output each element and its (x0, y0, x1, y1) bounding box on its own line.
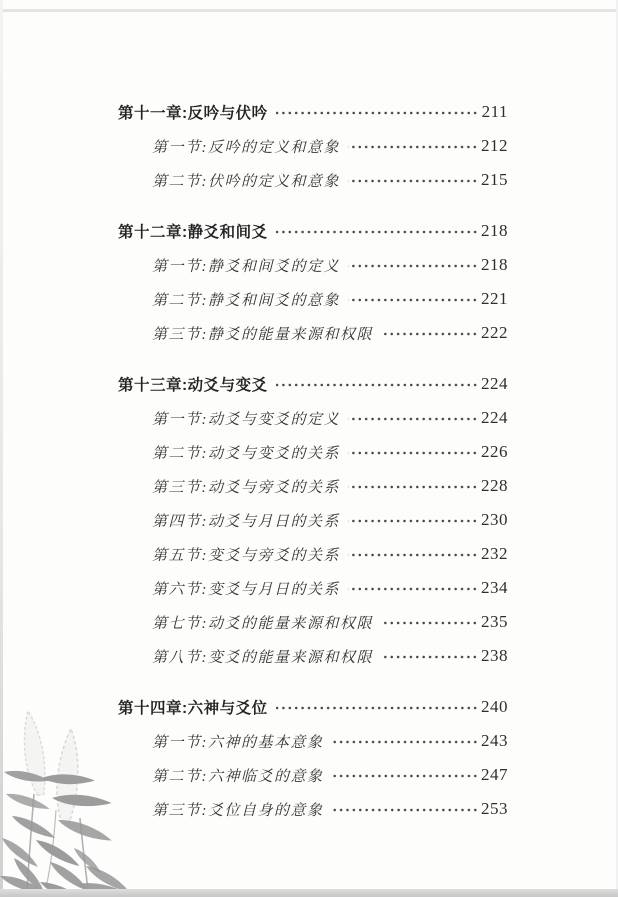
section-title: 第六节:变爻与月日的关系 (152, 581, 340, 598)
dot-leader (348, 582, 478, 596)
section-title: 第一节:反吟的定义和意象 (152, 139, 340, 156)
dot-leader (348, 548, 478, 562)
dot-leader (276, 225, 478, 239)
section-title: 第一节:六神的基本意象 (152, 734, 324, 751)
section-title: 第五节:变爻与旁爻的关系 (152, 547, 340, 564)
toc-section-row (118, 282, 508, 316)
section-title: 第八节:变爻的能量来源和权限 (152, 649, 373, 666)
scan-edge-bottom (0, 889, 618, 897)
section-title: 第一节:静爻和间爻的定义 (152, 258, 340, 275)
section-title: 第四节:动爻与月日的关系 (152, 513, 340, 530)
section-title: 第三节:爻位自身的意象 (152, 802, 324, 819)
dot-leader (276, 378, 478, 392)
page-number: 228 (481, 476, 508, 495)
page-number: 238 (481, 646, 508, 665)
page-number: 218 (481, 221, 508, 240)
dot-leader (276, 701, 478, 715)
page-number: 212 (481, 136, 508, 155)
page-number: 211 (481, 102, 508, 121)
dot-leader (381, 616, 478, 630)
section-title: 第二节:静爻和间爻的意象 (152, 292, 340, 309)
page-number: 253 (481, 799, 508, 818)
dot-leader (348, 259, 478, 273)
page-number: 215 (481, 170, 508, 189)
dot-leader (348, 140, 478, 154)
toc-chapter-row (118, 367, 508, 401)
toc-chapter-row (118, 214, 508, 248)
section-title: 第七节:动爻的能量来源和权限 (152, 615, 373, 632)
page-number: 218 (481, 255, 508, 274)
page-number: 221 (481, 289, 508, 308)
toc-section-row (118, 163, 508, 197)
toc-section-row (118, 503, 508, 537)
page-number: 224 (481, 374, 508, 393)
page-number: 222 (481, 323, 508, 342)
dot-leader (332, 735, 479, 749)
bamboo-watercolor-decoration (0, 690, 181, 895)
toc-section-row (118, 605, 508, 639)
scan-edge-top (0, 9, 618, 12)
page-number: 235 (481, 612, 508, 631)
dot-leader (332, 769, 479, 783)
page-number: 234 (481, 578, 508, 597)
section-title: 第三节:动爻与旁爻的关系 (152, 479, 340, 496)
dot-leader (348, 480, 478, 494)
dot-leader (381, 650, 478, 664)
section-title: 第二节:伏吟的定义和意象 (152, 173, 340, 190)
dot-leader (348, 446, 478, 460)
page-number: 243 (481, 731, 508, 750)
section-title: 第二节:动爻与变爻的关系 (152, 445, 340, 462)
page-number: 247 (481, 765, 508, 784)
section-title: 第三节:静爻的能量来源和权限 (152, 326, 373, 343)
toc-section-row (118, 316, 508, 350)
page-number: 232 (481, 544, 508, 563)
dot-leader (332, 803, 479, 817)
dot-leader (381, 327, 478, 341)
page-number: 226 (481, 442, 508, 461)
toc-section-row (118, 469, 508, 503)
section-title: 第二节:六神临爻的意象 (152, 768, 324, 785)
page-number: 240 (481, 697, 508, 716)
page-number: 224 (481, 408, 508, 427)
toc-section-row (118, 571, 508, 605)
page-number: 230 (481, 510, 508, 529)
chapter-title: 第十一章:反吟与伏吟 (118, 105, 268, 122)
toc-section-row (118, 129, 508, 163)
chapter-block (118, 214, 508, 350)
toc-chapter-row (118, 95, 508, 129)
toc-section-row (118, 639, 508, 673)
section-title: 第一节:动爻与变爻的定义 (152, 411, 340, 428)
dot-leader (276, 106, 478, 120)
dot-leader (348, 514, 478, 528)
toc-section-row (118, 401, 508, 435)
chapter-title: 第十三章:动爻与变爻 (118, 377, 268, 394)
toc-section-row (118, 537, 508, 571)
chapter-title: 第十二章:静爻和间爻 (118, 224, 268, 241)
dot-leader (348, 412, 478, 426)
chapter-block (118, 95, 508, 197)
toc-section-row (118, 435, 508, 469)
chapter-title: 第十四章:六神与爻位 (118, 700, 268, 717)
chapter-block (118, 367, 508, 673)
dot-leader (348, 174, 478, 188)
dot-leader (348, 293, 478, 307)
toc-section-row (118, 248, 508, 282)
